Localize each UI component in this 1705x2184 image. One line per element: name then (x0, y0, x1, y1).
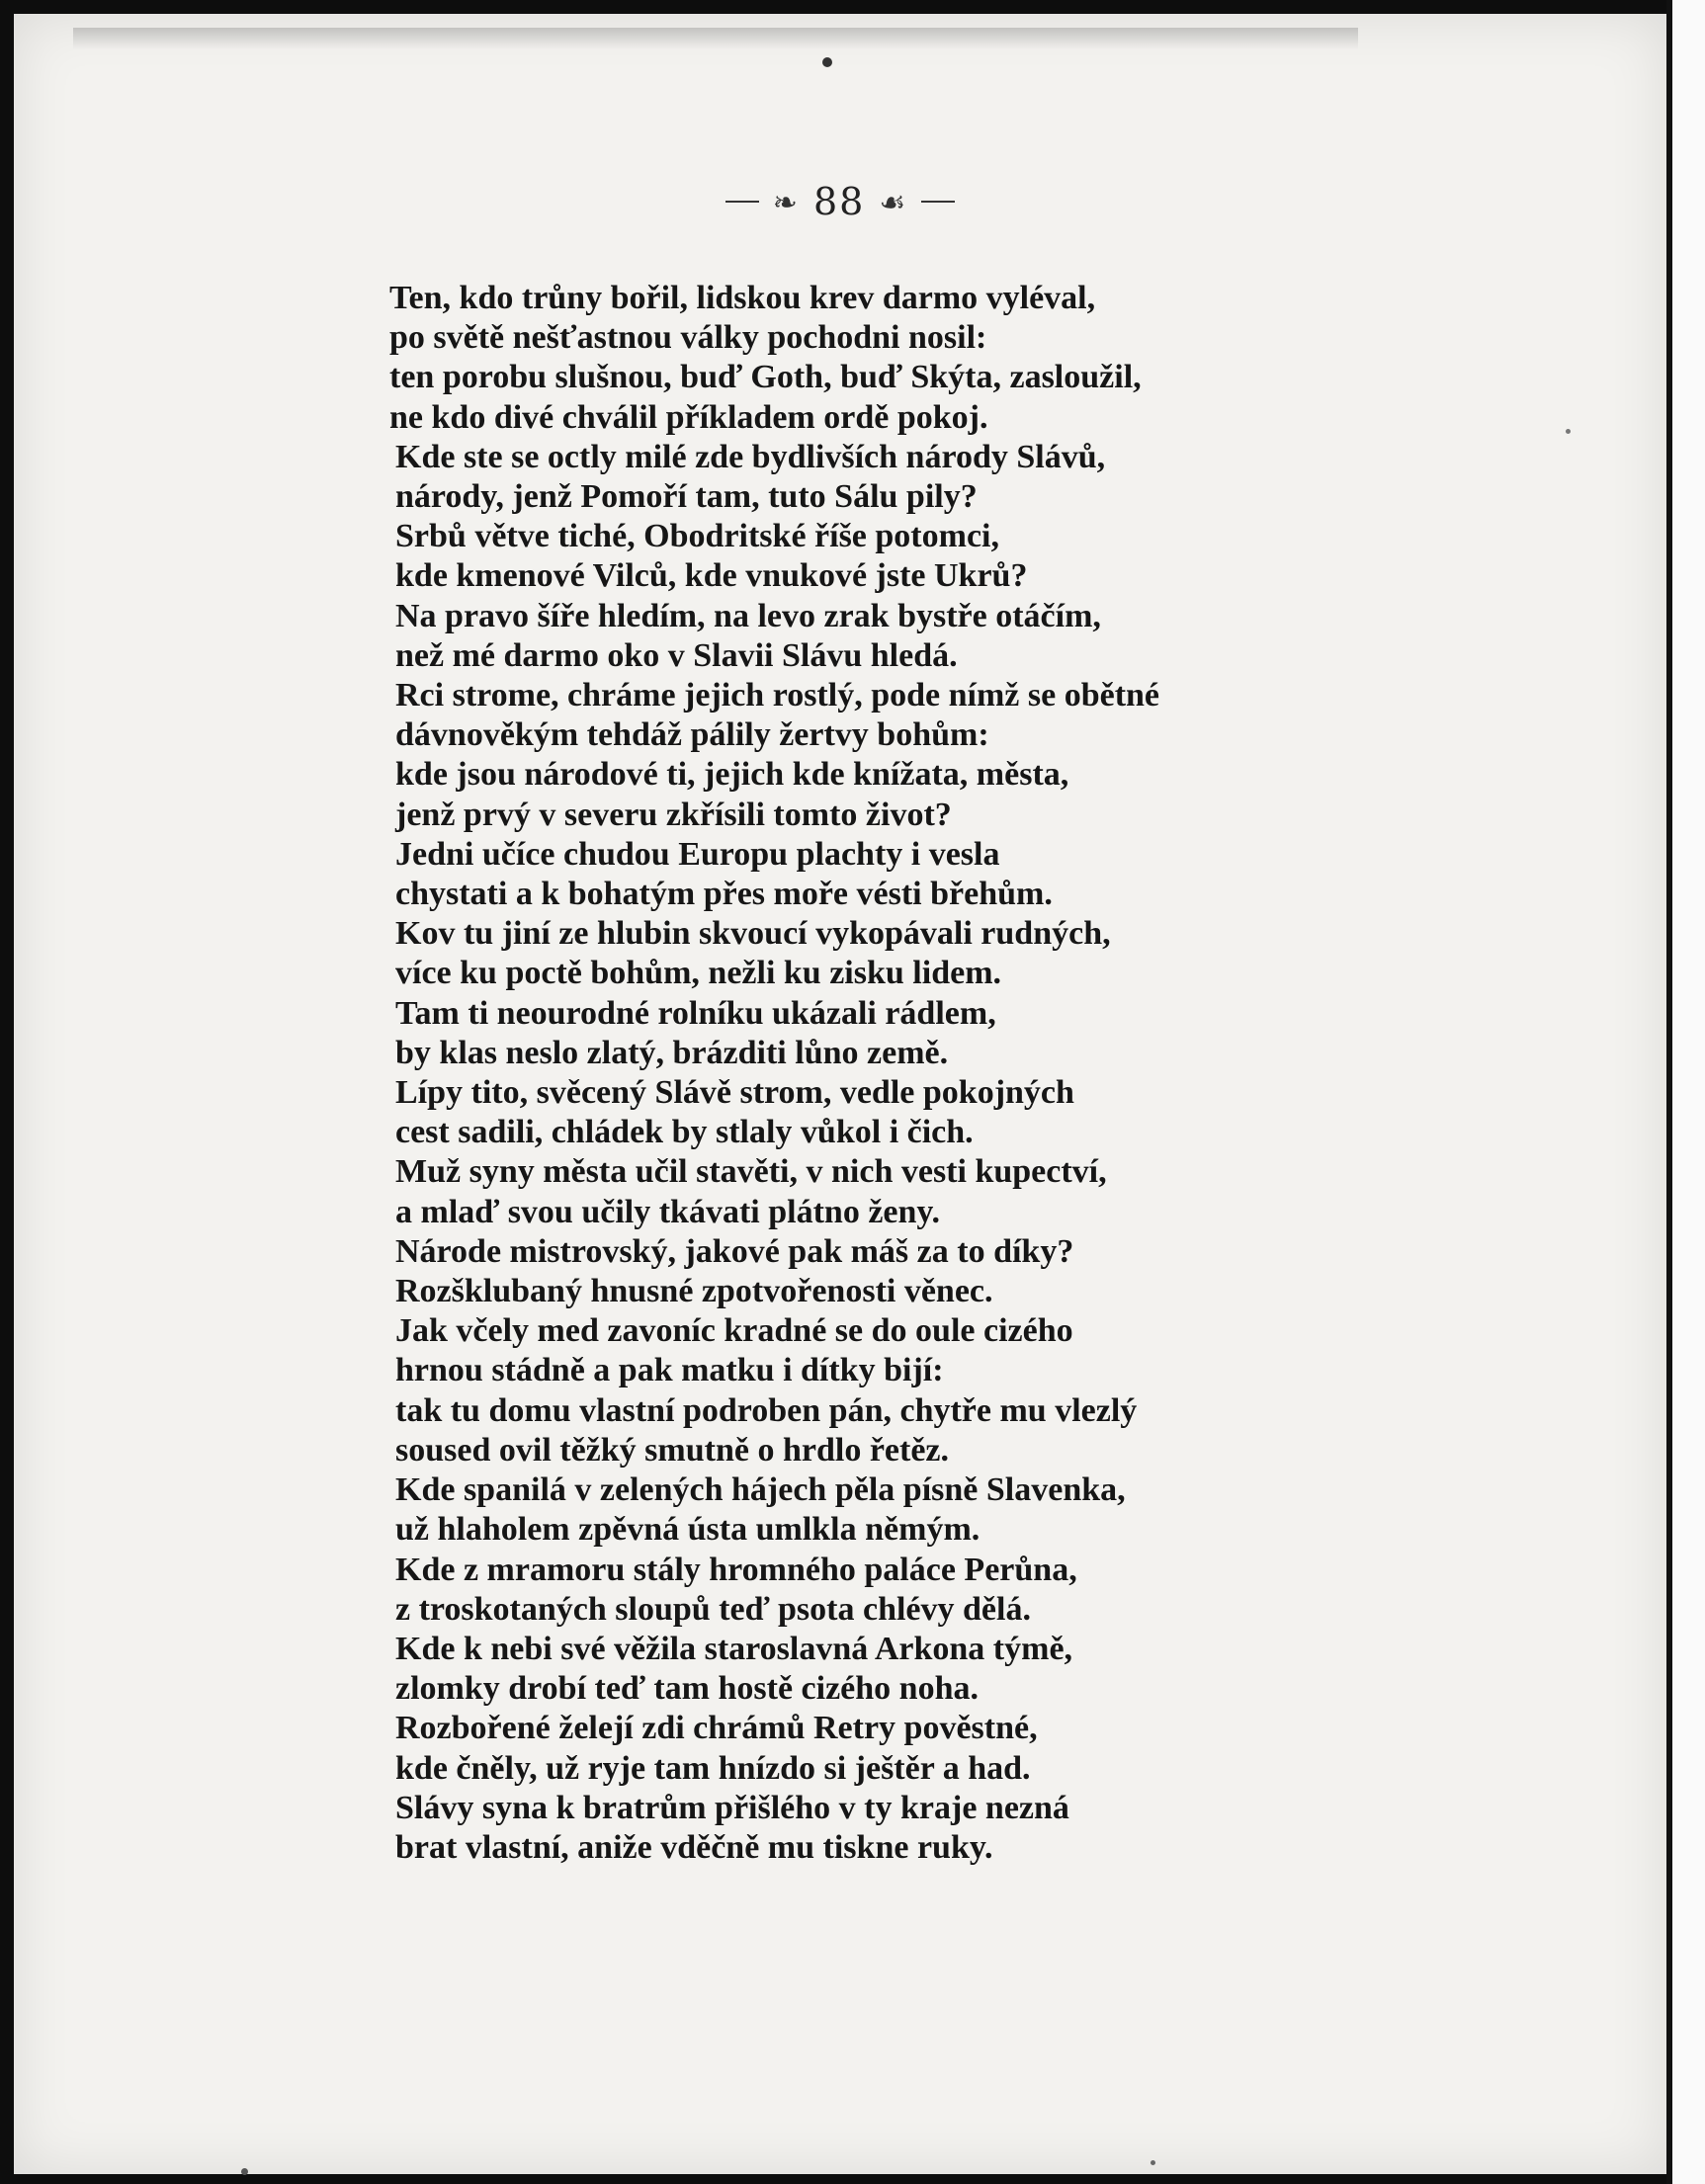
poem-line: kde jsou národové ti, jejich kde knížata, města, (395, 756, 1069, 794)
poem-line: hrnou stádně a pak matku i dítky bijí: (395, 1352, 944, 1389)
page-number: 88 (812, 180, 866, 223)
poem-line: Na pravo šíře hledím, na levo zrak bystře otáčím, (395, 597, 1101, 634)
poem-line: kde kmenové Vilců, kde vnukové jste Ukrů? (395, 557, 1028, 595)
poem-line: Jak včely med zavoníc kradné se do oule cizého (395, 1312, 1073, 1350)
poem-line: ne kdo divé chválil příkladem ordě pokoj. (389, 398, 988, 436)
poem-line: Lípy tito, svěcený Slávě strom, vedle pokojných (395, 1074, 1074, 1112)
poem-line: ten porobu slušnou, buď Goth, buď Skýta, zasloužil, (389, 359, 1142, 396)
poem-line: Národe mistrovský, jakové pak máš za to díky? (395, 1232, 1074, 1270)
poem-line: Tam ti neourodné rolníku ukázali rádlem, (395, 994, 996, 1032)
poem-line: než mé darmo oko v Slavii Slávu hledá. (395, 636, 958, 674)
poem-line: více ku poctě bohům, nežli ku zisku lidem. (395, 955, 1002, 992)
header-ornament-right: ☙ (879, 186, 908, 220)
poem-line: národy, jenž Pomoří tam, tuto Sálu pily? (395, 478, 978, 516)
speck-mark (1566, 429, 1571, 434)
poem-line: kde čněly, už ryje tam hnízdo si ještěr a had. (395, 1749, 1031, 1787)
poem-line: Kov tu jiní ze hlubin skvoucí vykopávali rudných, (395, 915, 1111, 953)
poem-line: cest sadili, chládek by stlaly vůkol i čich. (395, 1114, 974, 1151)
poem-line: z troskotaných sloupů teď psota chlévy dělá. (395, 1590, 1031, 1628)
poem-line: by klas neslo zlatý, brázditi lůno země. (395, 1034, 949, 1071)
poem-line: soused ovil těžký smutně o hrdlo řetěz. (395, 1431, 950, 1469)
poem-line: dávnověkým tehdáž pálily žertvy bohům: (395, 716, 989, 754)
poem-line: Rozbořené želejí zdi chrámů Retry pověstné, (395, 1710, 1038, 1747)
poem-line: po světě nešťastnou války pochodni nosil: (389, 319, 987, 357)
poem-line: Rozšklubaný hnusné zpotvořenosti věnec. (395, 1273, 993, 1310)
poem-line: Slávy syna k bratrům přišlého v ty kraje nezná (395, 1789, 1069, 1826)
poem-line: už hlaholem zpěvná ústa umlkla němým. (395, 1511, 980, 1549)
poem-line: jenž prvý v severu zkřísili tomto život? (395, 796, 952, 833)
poem-line: Srbů větve tiché, Obodritské říše potomci, (395, 518, 999, 555)
poem-line: Kde k nebi své věžila staroslavná Arkona týmě, (395, 1630, 1073, 1667)
poem-line: Jedni učíce chudou Europu plachty i vesla (395, 835, 1000, 873)
speck-mark (1151, 2160, 1155, 2165)
poem-line: Rci strome, chráme jejich rostlý, pode nímž se obětné (395, 677, 1160, 714)
poem-line: brat vlastní, aniže vděčně mu tiskne ruky. (395, 1828, 993, 1866)
page-header (14, 180, 1666, 223)
poem-text (389, 279, 1437, 1868)
adjacent-page-edge (1666, 0, 1705, 2184)
top-edge-smudge (73, 28, 1358, 49)
speck-mark (822, 57, 832, 67)
poem-line: Muž syny města učil stavěti, v nich vesti kupectví, (395, 1153, 1107, 1191)
header-rule-left (725, 201, 759, 203)
poem-line: a mlaď svou učily tkávati plátno ženy. (395, 1193, 941, 1230)
poem-line: Kde spanilá v zelených hájech pěla písně Slavenka, (395, 1471, 1126, 1509)
page-sheet (14, 14, 1666, 2174)
poem-line: Ten, kdo trůny bořil, lidskou krev darmo vyléval, (389, 280, 1096, 316)
poem-line: Kde z mramoru stály hromného paláce Perůna, (395, 1551, 1077, 1588)
poem-line: chystati a k bohatým přes moře vésti břehům. (395, 876, 1053, 913)
poem-line: tak tu domu vlastní podroben pán, chytře mu vlezlý (395, 1391, 1138, 1429)
poem-line: zlomky drobí teď tam hostě cizého noha. (395, 1670, 980, 1708)
poem-line: Kde ste se octly milé zde bydlivších národy Slávů, (395, 438, 1106, 475)
header-ornament-left: ❧ (772, 186, 800, 220)
header-rule-right (921, 201, 955, 203)
speck-mark (241, 2168, 248, 2175)
